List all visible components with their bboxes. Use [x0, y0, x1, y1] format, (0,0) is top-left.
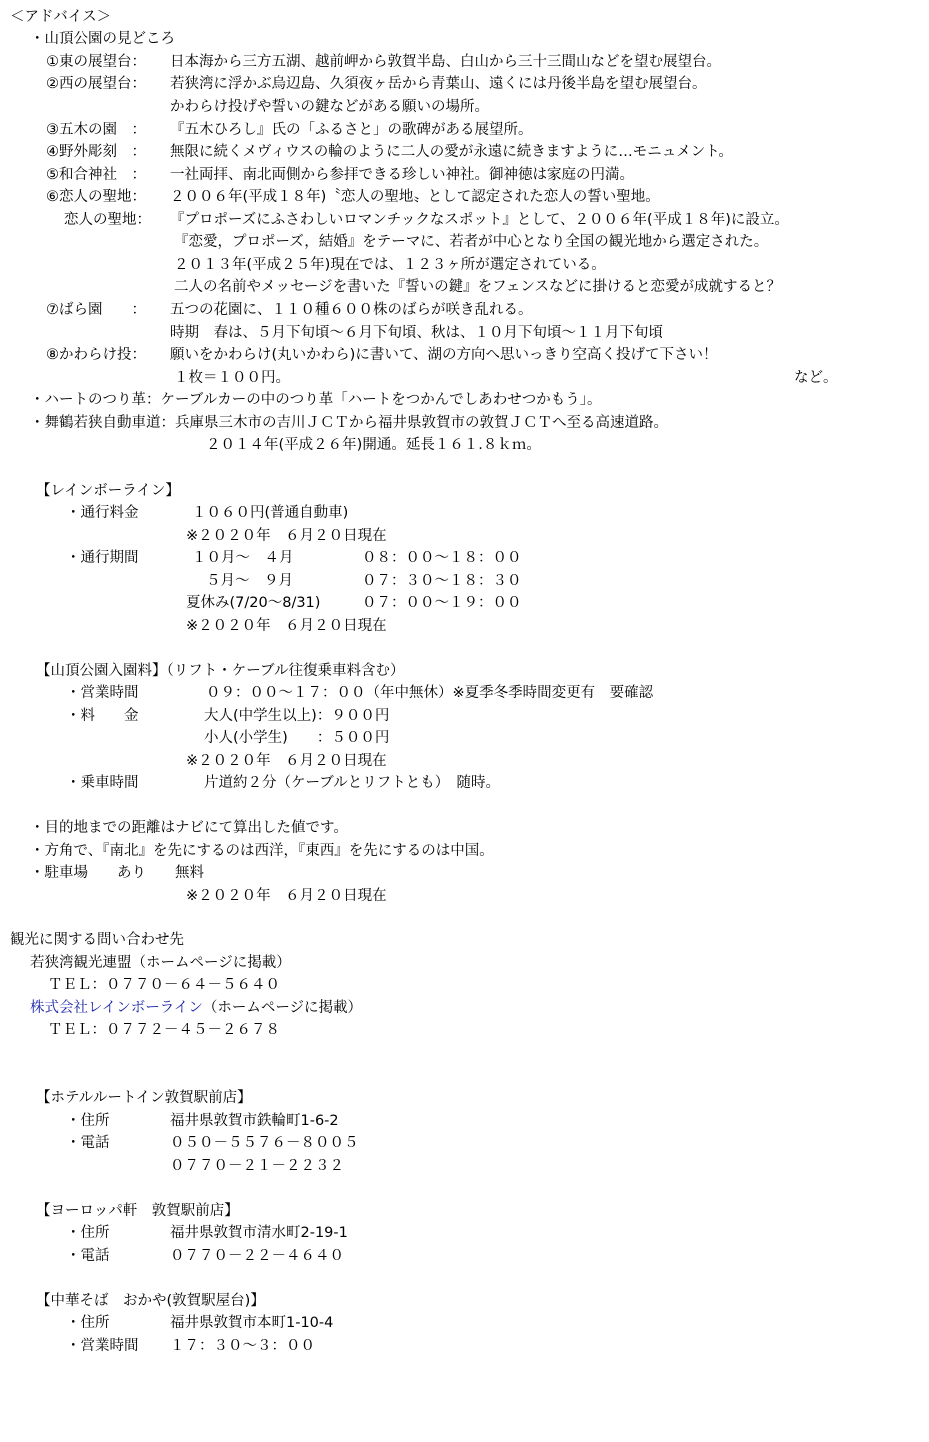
parking-note: ・駐車場 あり 無料 [30, 865, 204, 881]
contact-heading: 観光に関する問い合わせ先 [10, 932, 184, 948]
chuka-hours-label: ・営業時間 [66, 1338, 139, 1354]
rose-garden-label: ⑦ばら園 ： [46, 302, 146, 318]
outdoor-sculpture-text: 無限に続くメヴィウスの輪のように二人の愛が永遠に続きますように…モニュメント。 [170, 144, 733, 160]
hotel-address-label: ・住所 [66, 1113, 110, 1129]
chuka-hours: １７：３０～３：００ [170, 1338, 315, 1354]
lovers-sanctuary-def-text: 『プロポーズにふさわしいロマンチックなスポット』として、２００６年(平成１８年)に設立。 [170, 212, 789, 228]
period-hours-1: ０８：００～１８：００ [362, 550, 522, 566]
rainbow-line-company-note: （ホームページに掲載） [202, 1000, 363, 1016]
parking-date-note: ※２０２０年 ６月２０日現在 [186, 888, 387, 904]
period-months-1: １０月～ ４月 [192, 550, 294, 566]
kawarake-text: 願いをかわらけ(丸いかわら)に書いて、湖の方向へ思いっきり空高く投げて下さい！ [170, 347, 718, 363]
ride-time-value: 片道約２分（ケーブルとリフトとも） 随時。 [204, 775, 500, 791]
kawarake-naado: など。 [794, 370, 838, 386]
chuka-address-label: ・住所 [66, 1315, 110, 1331]
lovers-sanctuary-def-label: 恋人の聖地： [64, 212, 151, 228]
rainbow-line-tel: ＴＥＬ：０７７２－４５－２６７８ [48, 1022, 280, 1038]
expressway-note: ・舞鶴若狭自動車道：兵庫県三木市の吉川ＪＣＴから福井県敦賀市の敦賀ＪＣＴへ至る高速道路。 [30, 415, 668, 431]
park-fee-child: 小人(小学生) ：５００円 [204, 730, 390, 746]
toll-fee-label: ・通行料金 [66, 505, 139, 521]
toll-period-note: ※２０２０年 ６月２０日現在 [186, 618, 387, 634]
west-observatory-label: ②西の展望台： [46, 76, 146, 92]
park-fee-label: ・料 金 [66, 708, 139, 724]
lovers-sanctuary-label: ⑥恋人の聖地： [46, 189, 146, 205]
park-highlights-heading: ・山頂公園の見どころ [30, 31, 175, 47]
hotel-tel-1: ０５０－５５７６－８００５ [170, 1135, 359, 1151]
period-months-3: 夏休み(7/20～8/31) [186, 595, 321, 611]
ride-time-label: ・乗車時間 [66, 775, 139, 791]
distance-note: ・目的地までの距離はナビにて算出した値です。 [30, 820, 348, 836]
outdoor-sculpture-label: ④野外彫刻 ： [46, 144, 146, 160]
hotel-heading: 【ホテルルートイン敦賀駅前店】 [36, 1090, 252, 1106]
east-observatory-label: ①東の展望台： [46, 54, 146, 70]
park-hours-value: ０９：００～１７：００（年中無休）※夏季冬季時間変更有 要確認 [206, 685, 654, 701]
toll-fee-value: １０６０円(普通自動車) [192, 505, 349, 521]
chuka-soba-heading: 【中華そば おかや(敦賀駅屋台)】 [36, 1293, 265, 1309]
wakasa-bay-league: 若狭湾観光連盟（ホームページに掲載） [30, 955, 291, 971]
europa-tel: ０７７０－２２－４６４０ [170, 1248, 344, 1264]
west-observatory-text-2: かわらけ投げや誓いの鍵などがある願いの場所。 [170, 99, 489, 115]
heart-strap-note: ・ハートのつり革：ケーブルカーの中のつり革「ハートをつかんでしあわせつかもう」。 [30, 392, 602, 408]
itsuki-garden-text: 『五木ひろし』氏の「ふるさと」の歌碑がある展望所。 [170, 122, 533, 138]
rainbow-line-company [30, 997, 362, 1019]
wago-shrine-label: ⑤和合神社 ： [46, 167, 146, 183]
chuka-address: 福井県敦賀市本町1-10-4 [170, 1315, 334, 1331]
lovers-sanctuary-def-text-2: 『恋愛，プロポーズ，結婚』をテーマに、若者が中心となり全国の観光地から選定された。 [174, 234, 769, 250]
lovers-sanctuary-def-text-3: ２０１３年(平成２５年)現在では、１２３ヶ所が選定されている。 [174, 257, 606, 273]
rose-garden-text-2: 時期 春は、５月下旬頃～６月下旬頃、秋は、１０月下旬頃～１１月下旬頃 [170, 325, 663, 341]
hotel-tel-2: ０７７０－２１－２２３２ [170, 1158, 344, 1174]
wakasa-bay-tel: ＴＥＬ：０７７０－６４－５６４０ [48, 977, 280, 993]
park-fee-note: ※２０２０年 ６月２０日現在 [186, 753, 387, 769]
rose-garden-text: 五つの花園に、１１０種６００株のばらが咲き乱れる。 [170, 302, 533, 318]
park-fee-adult: 大人(中学生以上)：９００円 [204, 708, 390, 724]
europa-tel-label: ・電話 [66, 1248, 110, 1264]
park-hours-label: ・営業時間 [66, 685, 139, 701]
europa-address-label: ・住所 [66, 1225, 110, 1241]
hotel-address: 福井県敦賀市鉄輪町1-6-2 [170, 1113, 339, 1129]
period-months-2: ５月～ ９月 [206, 573, 293, 589]
period-hours-2: ０７：３０～１８：３０ [362, 573, 522, 589]
east-observatory-text: 日本海から三方五湖、越前岬から敦賀半島、白山から三十三間山などを望む展望台。 [170, 54, 721, 70]
europa-address: 福井県敦賀市清水町2-19-1 [170, 1225, 348, 1241]
kawarake-label: ⑧かわらけ投： [46, 347, 146, 363]
toll-fee-note: ※２０２０年 ６月２０日現在 [186, 528, 387, 544]
direction-note: ・方角で、『南北』を先にするのは西洋，『東西』を先にするのは中国。 [30, 843, 494, 859]
hotel-tel-label: ・電話 [66, 1135, 110, 1151]
europa-ken-heading: 【ヨーロッパ軒 敦賀駅前店】 [36, 1203, 239, 1219]
rainbow-line-heading: 【レインボーライン】 [36, 483, 180, 499]
park-admission-heading: 【山頂公園入園料】（リフト・ケーブル往復乗車料含む） [36, 663, 405, 679]
itsuki-garden-label: ③五木の園 ： [46, 122, 146, 138]
lovers-sanctuary-def-text-4: 二人の名前やメッセージを書いた『誓いの鍵』をフェンスなどに掛けると恋愛が成就すると？ [174, 279, 781, 295]
period-hours-3: ０７：００～１９：００ [362, 595, 522, 611]
lovers-sanctuary-text: ２００６年(平成１８年)〝恋人の聖地〟として認定された恋人の誓い聖地。 [170, 189, 660, 205]
kawarake-price: １枚＝１００円。 [174, 370, 290, 386]
expressway-note-2: ２０１４年(平成２６年)開通。延長１６１.８ｋｍ。 [206, 437, 541, 453]
wago-shrine-text: 一社両拝、南北両側から参拝できる珍しい神社。御神徳は家庭の円満。 [170, 167, 634, 183]
west-observatory-text: 若狭湾に浮かぶ烏辺島、久須夜ヶ岳から青葉山、遠くには丹後半島を望む展望台。 [170, 76, 707, 92]
toll-period-label: ・通行期間 [66, 550, 139, 566]
advice-heading: ＜アドバイス＞ [10, 9, 112, 25]
rainbow-line-company-link[interactable]: 株式会社レインボーライン [30, 1000, 203, 1016]
